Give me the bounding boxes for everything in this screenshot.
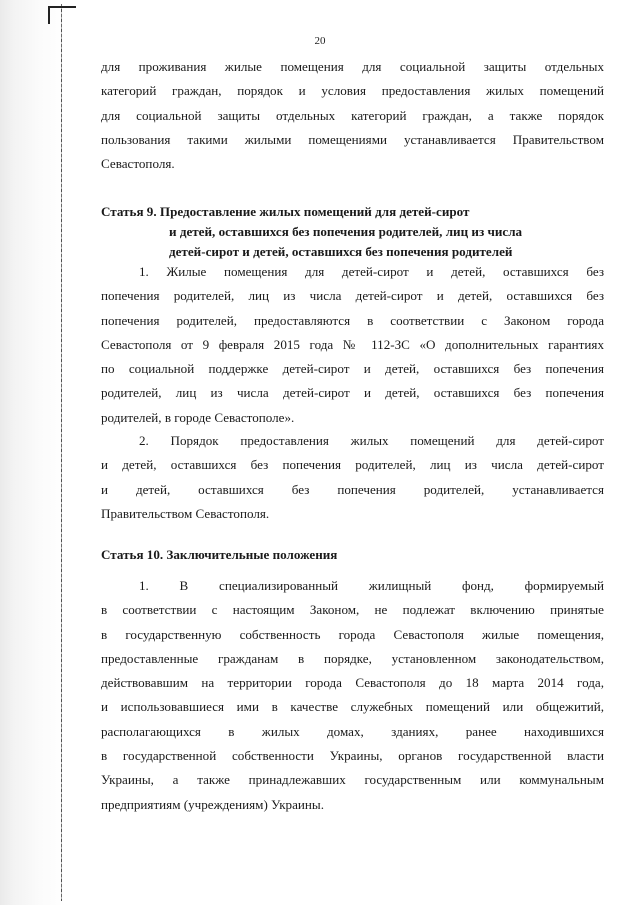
text-line: располагающихся в жилых домах, зданиях, ранее находившихся bbox=[101, 723, 604, 739]
text-line: предприятиям (учреждениям) Украины. bbox=[101, 796, 325, 812]
text-line: родителей, лиц из числа детей-сирот и детей, оставшихся без попечения bbox=[101, 385, 604, 401]
text-line: 2. Порядок предоставления жилых помещений для детей-сирот bbox=[139, 433, 604, 448]
text-line: и использовавшиеся ими в качестве служебных помещений или общежитий, bbox=[101, 699, 604, 715]
text-line: 1. В специализированный жилищный фонд, формируемый bbox=[139, 578, 604, 593]
article-9-paragraph-1 bbox=[101, 260, 604, 430]
article-10-paragraph-1 bbox=[101, 574, 604, 817]
text-line: предоставленные гражданам в порядке, установленном законодательством, bbox=[101, 650, 604, 666]
corner-mark-vertical bbox=[48, 6, 50, 24]
text-line: категорий граждан, порядок и условия предоставления жилых помещений bbox=[101, 83, 604, 99]
text-line: для социальной защиты отдельных категорий граждан, а также порядок bbox=[101, 107, 604, 123]
text-line: для проживания жилые помещения для социальной защиты отдельных bbox=[101, 59, 604, 74]
text-line: Правительством Севастополя. bbox=[101, 505, 270, 521]
text-line: по социальной поддержке детей-сирот и детей, оставшихся без попечения bbox=[101, 361, 604, 377]
text-line: в государственной собственности Украины, органов государственной власти bbox=[101, 748, 604, 764]
text-line: действовавшим на территории города Севастополя до 18 марта 2014 года, bbox=[101, 675, 604, 691]
text-line: Севастополя. bbox=[101, 156, 175, 172]
text-line: в соответствии с настоящим Законом, не подлежат включению принятые bbox=[101, 602, 604, 618]
article-title: Статья 9. Предоставление жилых помещений для детей-сирот bbox=[101, 204, 470, 219]
text-line: попечения родителей, лиц из числа детей-сирот и детей, оставшихся без bbox=[101, 288, 604, 304]
text-line: и детей, оставшихся без попечения родителей, лиц из числа детей-сирот bbox=[101, 457, 604, 473]
article-title-continuation: детей-сирот и детей, оставшихся без попечения родителей bbox=[169, 244, 513, 259]
intro-paragraph bbox=[101, 55, 604, 176]
binding-line bbox=[61, 4, 62, 901]
article-title: Статья 10. Заключительные положения bbox=[101, 547, 338, 562]
article-10-heading bbox=[101, 545, 604, 565]
page-number: 20 bbox=[314, 35, 326, 47]
article-9-heading bbox=[101, 202, 604, 262]
text-line: пользования такими жилыми помещениями устанавливается Правительством bbox=[101, 131, 604, 147]
article-title-continuation: и детей, оставшихся без попечения родителей, лиц из числа bbox=[169, 224, 523, 239]
article-9-paragraph-2 bbox=[101, 429, 604, 526]
text-line: Севастополя от 9 февраля 2015 года № 112-ЗС «О дополнительных гарантиях bbox=[101, 336, 604, 352]
text-line: 1. Жилые помещения для детей-сирот и детей, оставшихся без bbox=[139, 264, 604, 279]
text-line: Украины, а также принадлежавших государственным или коммунальным bbox=[101, 772, 604, 788]
text-line: родителей, в городе Севастополе». bbox=[101, 409, 295, 425]
corner-mark bbox=[50, 6, 76, 8]
text-line: попечения родителей, предоставляются в соответствии с Законом города bbox=[101, 312, 604, 328]
text-line: и детей, оставшихся без попечения родителей, устанавливается bbox=[101, 481, 604, 497]
text-line: в государственную собственность города Севастополя жилые помещения, bbox=[101, 626, 604, 642]
scan-edge bbox=[0, 0, 66, 905]
